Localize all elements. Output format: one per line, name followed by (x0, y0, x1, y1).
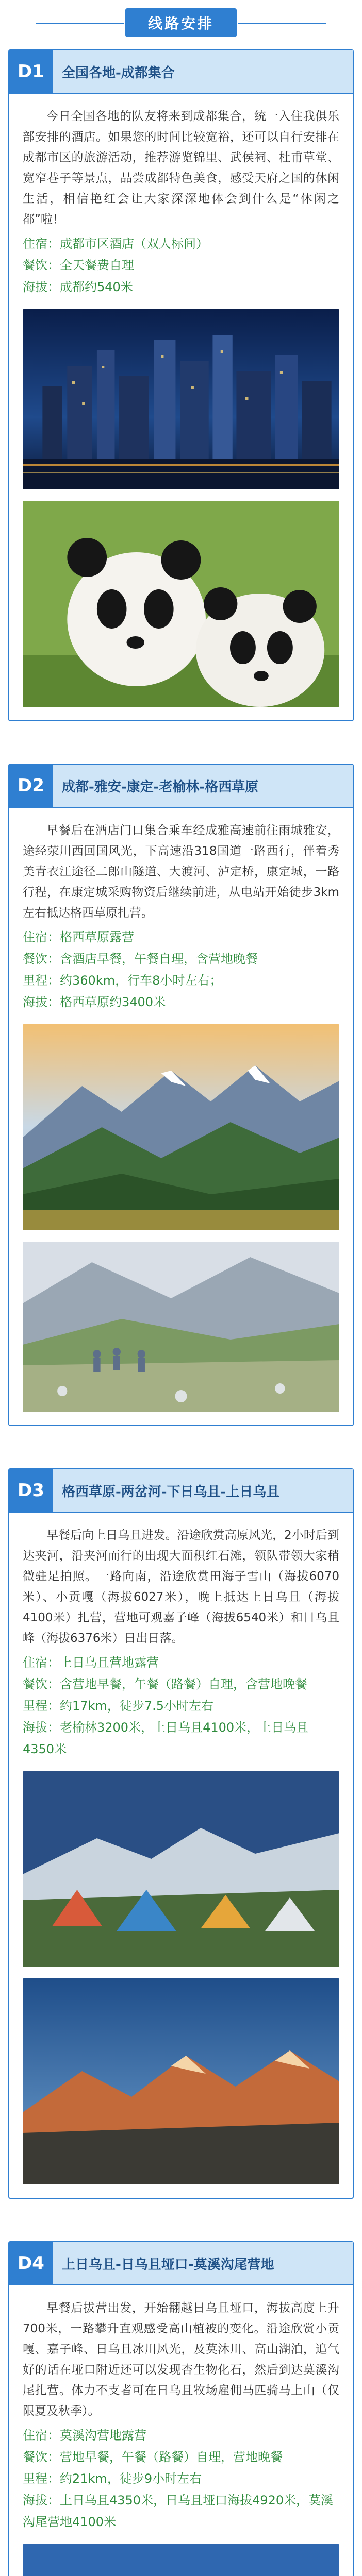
day-tag: D3 (9, 1469, 53, 1512)
day-header (9, 765, 353, 808)
lodging-info: 住宿：莫溪沟营地露营 (23, 2428, 146, 2443)
dotted-divider (8, 742, 354, 743)
altitude-info: 海拔：格西草原约3400米 (23, 995, 166, 1009)
meal-info: 餐饮：营地早餐，午餐（路餐）自理，营地晚餐 (23, 2450, 283, 2464)
tent-camp-photo (23, 1771, 339, 1967)
title-bar (0, 7, 362, 38)
distance-info: 里程：约21km，徒步9小时左右 (23, 2471, 202, 2486)
page-title: 线路安排 (125, 8, 237, 37)
distance-info: 里程：约17km，徒步7.5小时左右 (23, 1699, 213, 1713)
day-tag: D2 (9, 765, 53, 807)
hikers-meadow-photo (23, 1242, 339, 1412)
day-description: 早餐后向上日乌且进发。沿途欣赏高原风光，2小时后到达夹河，沿夹河而行的出现大面积红石滩，领队带领大家稍微驻足拍照。一路向南，沿途欣赏田海子雪山（海拔6070米）、小贡嘎（海拔6027米），晚上抵达上日乌且（海拔4100米）扎营，营地可观嘉子峰（海拔6540米）和日乌且峰（海拔6376米）日出日落。 (23, 1529, 339, 1645)
altitude-info: 海拔：上日乌且4350米，日乌且垭口海拔4920米，莫溪沟尾营地4100米 (23, 2493, 334, 2529)
day-card-1 (8, 49, 354, 721)
panda-photo (23, 501, 339, 707)
meal-info: 餐饮：全天餐费自理 (23, 258, 134, 273)
altitude-info: 海拔：老榆林3200米，上日乌且4100米，上日乌且4350米 (23, 1720, 309, 1756)
city-night-photo (23, 309, 339, 489)
day-meta (23, 926, 339, 1013)
altitude-info: 海拔：成都约540米 (23, 280, 133, 294)
lodging-info: 住宿：格西草原露营 (23, 930, 134, 944)
day-route: 格西草原-两岔河-下日乌且-上日乌且 (62, 1484, 280, 1500)
dotted-divider (8, 2219, 354, 2221)
day-header (9, 1469, 353, 1513)
day-description: 早餐后在酒店门口集合乘车经成雅高速前往雨城雅安，途经荥川西回国风光，下高速沿318国道一路西行，伴着秀美青衣江途径二郎山隧道、大渡河、泸定桥，康定城，一路行程，在康定城采购物资后继续前进，从电站开始徒步3km左右抵达格西草原扎营。 (23, 824, 339, 920)
day-card-3 (8, 1468, 354, 2199)
day-description: 早餐后拔营出发，开始翻越日乌且垭口，海拔高度上升700米，一路攀升直观感受高山植被的变化。沿途欣赏小贡嘎、嘉子峰、日乌且冰川风光，及莫沐川、高山湖泊，追气好的话在垭口附近还可以发现杏生物化石，然后到达莫溪沟尾扎营。体力不支者可在日乌且牧场雇佣马匹骑马上山（仅限夏及秋季）。 (23, 2301, 339, 2418)
day-description: 今日全国各地的队友将来到成都集合，统一入住我俱乐部安排的酒店。如果您的时间比较宽裕，还可以自行安排在成都市区的旅游活动，推荐游览锦里、武侯祠、杜甫草堂、宽窄巷子等景点，品尝成都特色美食，感受天府之国的休闲生活，相信艳红会让大家深深地体会到什么是“休闲之都”啦！ (23, 110, 339, 226)
mountain-valley-photo (23, 1024, 339, 1230)
day-header (9, 50, 353, 94)
day-meta (23, 233, 339, 298)
meal-info: 餐饮：含酒店早餐，午餐自理，含营地晚餐 (23, 952, 258, 966)
day-header (9, 2242, 353, 2285)
alpenglow-peak-photo (23, 1978, 339, 2184)
distance-info: 里程：约360km，行车8小时左右； (23, 973, 222, 988)
snowy-ridge-photo (23, 2544, 339, 2576)
day-card-4 (8, 2241, 354, 2576)
lodging-info: 住宿：成都市区酒店（双人标间） (23, 236, 208, 251)
lodging-info: 住宿：上日乌且营地露营 (23, 1655, 159, 1670)
day-tag: D4 (9, 2242, 53, 2284)
day-tag: D1 (9, 50, 53, 93)
day-route: 成都-雅安-康定-老榆林-格西草原 (62, 779, 259, 795)
day-meta (23, 2425, 339, 2533)
day-route: 上日乌且-日乌且垭口-莫溪沟尾营地 (62, 2257, 274, 2273)
dotted-divider (8, 1447, 354, 1448)
meal-info: 餐饮：含营地早餐，午餐（路餐）自理，含营地晚餐 (23, 1677, 307, 1691)
day-route: 全国各地-成都集合 (62, 65, 175, 81)
day-meta (23, 1652, 339, 1760)
day-card-2 (8, 764, 354, 1426)
